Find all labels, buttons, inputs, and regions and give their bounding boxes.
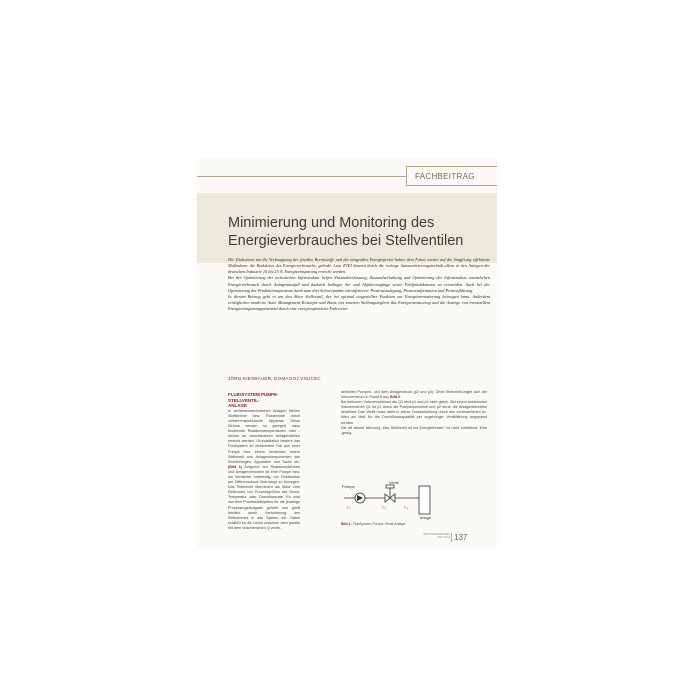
title-line-2: Energieverbrauches bei Stellventilen: [228, 233, 464, 249]
text-column-1: [228, 392, 300, 531]
page-number: 137: [451, 533, 467, 542]
article-title: [228, 214, 493, 250]
section-heading: [228, 392, 300, 409]
plant-label: Anlage: [420, 516, 431, 520]
journal-issue: JUNI 1/2012: [437, 537, 450, 539]
pressure-label-p2: P₂: [382, 505, 387, 510]
text-column-2: [341, 390, 487, 436]
body-text: .: [400, 395, 402, 400]
body-text: derlichen Pumpen- und dem Anlagendruck (p2 und p3). Ohne Stellventil ergibt sich der Volumenstrom in Punkt A aus: [341, 390, 487, 400]
title-line-1: Minimierung und Monitoring des: [228, 215, 435, 231]
journal-name: [412, 534, 450, 540]
body-paragraph: Die oft zitierte Meinung „Das Stellventil ist ein Energiefresser" ist nicht zutreffend. Eine „gesig-: [341, 425, 487, 435]
body-paragraph: [341, 390, 487, 400]
tank-icon: [419, 486, 430, 514]
abstract-paragraph: In diesem Beitrag geht es um den Aktor Stellventil, der bei optimal eingestellter Funktion zur Energieminimierung beitragen kann. Außerdem ermöglichen moderne Asset Management-Konzepte und Basis von smarten Stellungsreglern das Energiemonitoring und die Anzeige von eventuellem Energieeinsparungspotential durch eine energieoptimierte Fahrweise: [228, 293, 490, 312]
actuator-icon: [386, 485, 394, 488]
body-paragraph: [228, 409, 300, 531]
figure-caption: [341, 522, 405, 526]
heading-line-2: ANLAGE: [228, 403, 247, 409]
body-text: In verfahrenstechnischen Anlagen fließen Stoffströme bzw. Fluidströme durch verfahrenstechnische Apparate. Diese Ströme werden so geregelt, dass bestimmte Reaktionstemperaturen oder -drücke an verschiedenen Anlagenstellen erreicht werden. Grundsätzlich besteht das Fluidsystem im einfachsten Fall aus einer Pumpe bzw. einem Verdichter, einem Stellventil und Anlagenkomponenten wie Rohrleitungen, Apparaten und Tanks etc.: [228, 408, 300, 464]
author-line: JÖRG KIESBAUER, DOMAGOJ VNUCEC: [228, 376, 321, 381]
pump-label: Pumpe: [342, 484, 355, 489]
section-label: FACHBEITRAG: [406, 166, 497, 186]
body-paragraph: Bei kleineren Volumenströmen als Q1 sind p1 und p2 nicht gleich. Bei einem bestimmten Volumenstrom Q1 ist p1 durch die Pumpenkennlinie und p2 durch die Anlagenkennlinie bestimmt. Das Ventil muss dafür in seiner Drosselwirkung durch den veränderlichen kv-Wert als Maß für die Durchflusskapazität per zugehöriger Ventilöffnung angepasst werden.: [341, 400, 487, 425]
figure-reference: Bild 2: [390, 395, 401, 400]
pressure-label-p3: P₃: [404, 505, 409, 510]
abstract-paragraph: Bei der Optimierung der technischen Infrastruktur helfen Zustandserfassung, Zustandserhaltung und Optimierung der Infrastruktur, zusätzlichen Energieverbrauch durch Anlagenausfall und dadurch bedingte An- und Abfahrvorgänge sowie Fehlproduktionen zu vermeiden. Auch bei der Optimierung der Produktionsprozesse kann man drei Schwerpunkte identifizieren: Prozessauslegung, Prozessinformation und Prozessführung.: [228, 275, 490, 293]
journal-title: INDUSTRIEARMATUREN: [423, 534, 450, 536]
heading-line-1: FLUIDSYSTEM PUMPE-STELLVENTIL-: [228, 392, 279, 403]
article-abstract: [228, 257, 490, 312]
figure-reference: (Bild 1): [228, 464, 243, 469]
caption-label: Bild 1:: [341, 522, 352, 526]
body-text: Aufgrund von Reaktionsdrücken und Anlagenverlusten ist eine Pumpe bzw. ein Verdichter notwendig, um Fluidströme per Differenzdruck überhaupt zu bewegen. Das Stellventil übernimmt als Aktor zum Einflussen von Prozessgrößen wie Druck, Temperatur oder Durchflussrate. Es wird von dem Prozessleitsystem für die jeweilige Prozessregelaufgabe geführt und greift letztlich durch Veränderung des Stellstromes in das System ein. Dabei schließt es die Lücke zwischen dem jeweils mit dem Volumenstrom Q verän-: [228, 464, 300, 530]
pressure-label-p1: P₁: [347, 505, 352, 510]
fluid-system-diagram: [340, 478, 440, 520]
caption-text: Fluidsystem Pumpe-Ventil-Anlage: [352, 522, 406, 526]
valve-label: Ventil: [389, 480, 399, 485]
abstract-paragraph: Die Diskussion um die Verknappung der fossilen Brennstoffe und die steigenden Energiepreise haben dem Fokus wieder auf die langfristig effektivste Maßnahme, die Reduktion des Energieverbrauchs, gelenkt. Laut ZVEI können durch die richtige Automatisierungstechnik allein in den Anlagen der deutschen Industrie 10 bis 25 % Energieeinsparung erreicht werden.: [228, 257, 490, 275]
header-rule: [197, 176, 406, 177]
